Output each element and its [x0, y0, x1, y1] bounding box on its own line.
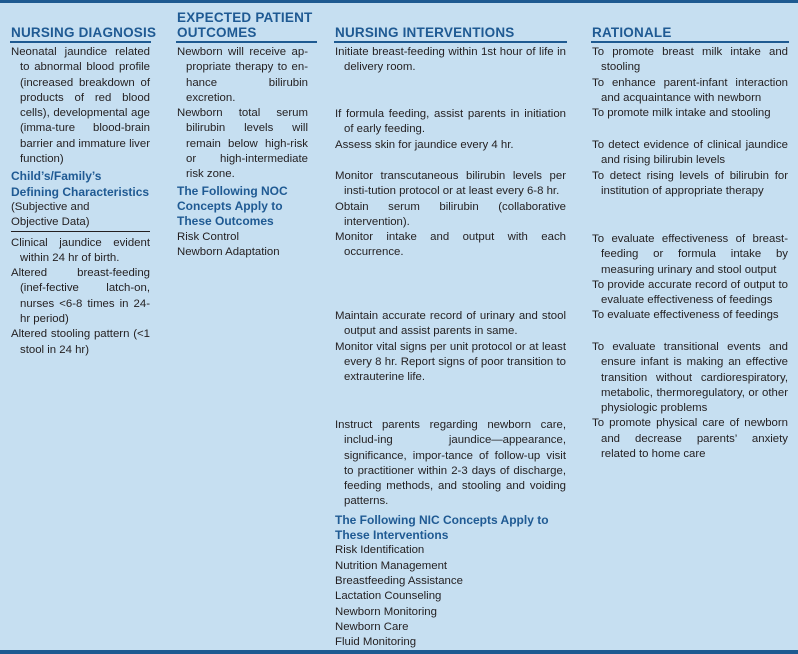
rationale-item: To evaluate effectiveness of breast-feeding or formula intake by measuring urinary and stool output [592, 233, 788, 276]
header-expected-outcomes [177, 10, 312, 40]
header-outcomes-line2: OUTCOMES [177, 25, 257, 40]
nic-item: Newborn Monitoring [335, 605, 437, 618]
intervention-block-5 [335, 418, 566, 650]
nic-item: Risk Identification [335, 544, 425, 557]
rationale-item: To evaluate transitional events and ensure infant is making an effective transition without cardiorespiratory, metabolic, thermoregulatory, or other physiologic problems [592, 341, 788, 415]
header-rule-interventions [334, 41, 567, 43]
rationale-item: To provide accurate record of output to evaluate effectiveness of feedings [592, 278, 788, 307]
nic-item: Nutrition Management [335, 559, 448, 572]
outcome-item: Newborn will receive ap-propriate therapy to en-hance bilirubin excretion. [177, 46, 308, 104]
nic-item: Fluid Monitoring [335, 636, 417, 649]
diagnosis-statement: Neonatal jaundice related to abnormal blood profile (increased breakdown of products of red blood cells), developmental age (imma-ture blood-brain barrier and immature liver function) [11, 46, 150, 166]
rationale-item: To promote breast milk intake and stooling [592, 46, 788, 74]
header-rule-outcomes [176, 41, 317, 43]
diagnosis-column [11, 45, 150, 358]
rationale-item: To detect evidence of clinical jaundice and rising bilirubin levels [592, 139, 788, 167]
header-rule-rationale [591, 41, 789, 43]
intervention-item: Initiate breast-feeding within 1st hour of life in delivery room. [335, 46, 566, 74]
rationale-block-1 [592, 45, 788, 121]
defining-sub-line2: Objective Data) [11, 215, 150, 231]
intervention-item: Monitor vital signs per unit protocol or at least every 8 hr. Report signs of poor transition to extrauterine life. [335, 340, 566, 384]
intervention-item: Obtain serum bilirubin (collaborative intervention). [335, 200, 566, 228]
rationale-item: To enhance parent-infant interaction and acquaintance with newborn [592, 76, 788, 104]
header-rationale: RATIONALE [592, 25, 672, 40]
noc-title: The Following NOC Concepts Apply to These Outcomes [177, 183, 288, 229]
rationale-item: To promote physical care of newborn and decrease parents’ anxiety related to home care [592, 417, 788, 461]
characteristic-item: Altered stooling pattern (<1 stool in 24 hr) [11, 328, 150, 356]
intervention-block-4 [335, 309, 566, 385]
rationale-block-4 [592, 340, 788, 462]
header-nursing-diagnosis: NURSING DIAGNOSIS [11, 25, 157, 40]
nic-item: Breastfeeding Assistance [335, 574, 463, 587]
header-nursing-interventions: NURSING INTERVENTIONS [335, 25, 515, 40]
bottom-border [0, 650, 798, 654]
rationale-item: To detect rising levels of bilirubin for institution of appropriate therapy [592, 169, 788, 197]
rationale-item: To evaluate effectiveness of feedings [592, 309, 779, 322]
noc-item: Risk Control [177, 230, 240, 243]
defining-sub-line1: (Subjective and [11, 200, 90, 213]
nic-item: Lactation Counseling [335, 590, 442, 603]
characteristic-item: Altered breast-feeding (inef-fective latch-on, nurses <6-8 times in 24-hr period) [11, 267, 150, 326]
intervention-item: Monitor transcutaneous bilirubin levels per insti-tution protocol or at least every 6-8 hr. [335, 170, 566, 198]
rationale-item: To promote milk intake and stooling [592, 107, 771, 120]
nic-title: The Following NIC Concepts Apply to These Interventions [335, 512, 549, 543]
intervention-item: Instruct parents regarding newborn care, includ-ing jaundice—appearance, significance, impor-tance of follow-up visit to practitioner within 2-3 days of discharge, feeding methods, and stooling and voiding patterns. [335, 419, 566, 508]
intervention-block-1 [335, 45, 566, 76]
characteristic-item: Clinical jaundice evident within 24 hr of birth. [11, 236, 150, 264]
intervention-block-2 [335, 107, 566, 153]
intervention-item: Monitor intake and output with each occurrence. [335, 231, 566, 259]
noc-item: Newborn Adaptation [177, 245, 280, 258]
outcomes-column [177, 45, 308, 260]
rationale-block-3 [592, 232, 788, 324]
top-border [0, 0, 798, 3]
header-outcomes-line1: EXPECTED PATIENT [177, 10, 313, 25]
intervention-item: Assess skin for jaundice every 4 hr. [335, 138, 514, 151]
defining-characteristics-title: Child’s/Family’s Defining Characteristics [11, 169, 150, 199]
nic-item: Newborn Care [335, 620, 409, 633]
header-rule-diagnosis [10, 41, 151, 43]
rationale-block-2 [592, 138, 788, 199]
outcome-item: Newborn total serum bilirubin levels will remain below high-risk or high-intermediate risk zone. [177, 107, 308, 181]
intervention-item: If formula feeding, assist parents in initiation of early feeding. [335, 108, 566, 136]
intervention-item: Maintain accurate record of urinary and stool output and assist parents in same. [335, 310, 566, 338]
intervention-block-3 [335, 169, 566, 261]
